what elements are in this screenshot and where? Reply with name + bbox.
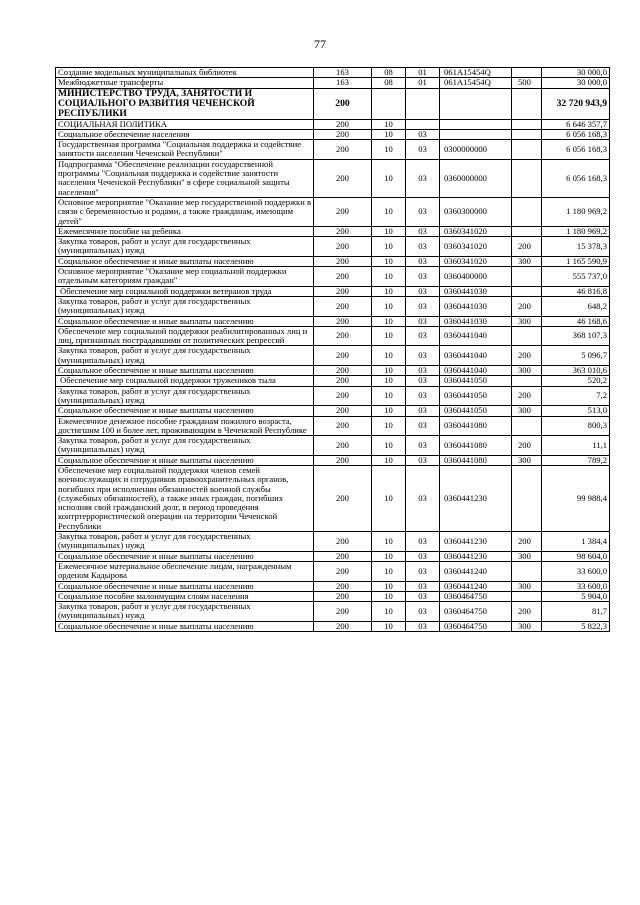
row-amount-cell: 30 000,0 bbox=[542, 78, 610, 88]
row-name-cell: Социальное обеспечение и иные выплаты населению bbox=[56, 581, 314, 591]
table-row bbox=[56, 455, 610, 465]
row-amount-cell: 33 600,0 bbox=[542, 581, 610, 591]
row-subsection-cell: 03 bbox=[406, 346, 440, 366]
row-target-article-cell: 061A15454Q bbox=[440, 68, 512, 78]
row-expense-type-cell bbox=[512, 286, 542, 296]
table-row bbox=[56, 129, 610, 139]
row-ved-cell: 200 bbox=[314, 465, 372, 531]
row-section-cell: 10 bbox=[372, 436, 406, 456]
table-row bbox=[56, 416, 610, 436]
row-ved-cell: 163 bbox=[314, 78, 372, 88]
row-target-article-cell: 0360400000 bbox=[440, 267, 512, 287]
table-row bbox=[56, 78, 610, 88]
row-subsection-cell: 03 bbox=[406, 197, 440, 226]
row-subsection-cell: 03 bbox=[406, 532, 440, 552]
row-target-article-cell bbox=[440, 119, 512, 129]
row-expense-type-cell bbox=[512, 140, 542, 160]
row-section-cell: 10 bbox=[372, 267, 406, 287]
row-expense-type-cell: 300 bbox=[512, 455, 542, 465]
row-amount-cell: 33 600,0 bbox=[542, 561, 610, 581]
row-expense-type-cell bbox=[512, 159, 542, 197]
row-ved-cell: 200 bbox=[314, 119, 372, 129]
row-section-cell: 10 bbox=[372, 346, 406, 366]
row-subsection-cell: 03 bbox=[406, 226, 440, 236]
row-expense-type-cell: 500 bbox=[512, 78, 542, 88]
row-name-cell: Ежемесячное денежное пособие гражданам пожилого возраста, достигшим 100 и более лет, проживающим в Чеченской Республике bbox=[56, 416, 314, 436]
row-amount-cell: 6 056 168,3 bbox=[542, 159, 610, 197]
row-target-article-cell bbox=[440, 129, 512, 139]
row-ved-cell: 200 bbox=[314, 237, 372, 257]
row-name-cell: МИНИСТЕРСТВО ТРУДА, ЗАНЯТОСТИ И СОЦИАЛЬНОГО РАЗВИТИЯ ЧЕЧЕНСКОЙ РЕСПУБЛИКИ bbox=[56, 88, 314, 119]
row-name-cell: Обеспечение мер социальной поддержки членов семей военнослужащих и сотрудников правоохранительных органов, погибших при исполнении обязанностей военной службы (служебных обязанностей), а также иных граждан, погибших исполняя свой гражданский долг, в период проведения контртеррористической операции на территории Чеченской Республики bbox=[56, 465, 314, 531]
row-amount-cell: 46 816,8 bbox=[542, 286, 610, 296]
row-amount-cell: 1 180 969,2 bbox=[542, 226, 610, 236]
row-target-article-cell: 0360441080 bbox=[440, 416, 512, 436]
table-row bbox=[56, 386, 610, 406]
row-section-cell: 10 bbox=[372, 256, 406, 266]
row-section-cell: 10 bbox=[372, 119, 406, 129]
row-amount-cell: 5 904,0 bbox=[542, 591, 610, 601]
row-expense-type-cell bbox=[512, 88, 542, 119]
row-section-cell: 10 bbox=[372, 316, 406, 326]
row-target-article-cell: 0360441040 bbox=[440, 326, 512, 346]
row-amount-cell: 513,0 bbox=[542, 406, 610, 416]
row-ved-cell: 200 bbox=[314, 346, 372, 366]
row-target-article-cell: 0360441240 bbox=[440, 561, 512, 581]
row-ved-cell: 200 bbox=[314, 159, 372, 197]
table-row bbox=[56, 226, 610, 236]
row-section-cell: 10 bbox=[372, 465, 406, 531]
row-name-cell: Обеспечение мер социальной поддержки реабилитированных лиц и лиц, признанных пострадавшими от политических репрессий bbox=[56, 326, 314, 346]
table-row bbox=[56, 465, 610, 531]
row-target-article-cell: 0360441240 bbox=[440, 581, 512, 591]
row-amount-cell: 99 988,4 bbox=[542, 465, 610, 531]
row-amount-cell: 6 056 168,3 bbox=[542, 140, 610, 160]
row-name-cell: Социальное обеспечение и иные выплаты населению bbox=[56, 406, 314, 416]
row-amount-cell: 7,2 bbox=[542, 386, 610, 406]
row-name-cell: Закупка товаров, работ и услуг для государственных (муниципальных) нужд bbox=[56, 532, 314, 552]
row-target-article-cell: 0360441080 bbox=[440, 455, 512, 465]
table-row bbox=[56, 346, 610, 366]
row-target-article-cell: 0360441050 bbox=[440, 406, 512, 416]
row-subsection-cell: 03 bbox=[406, 286, 440, 296]
table-row bbox=[56, 296, 610, 316]
table-row bbox=[56, 256, 610, 266]
row-section-cell: 10 bbox=[372, 140, 406, 160]
row-target-article-cell bbox=[440, 88, 512, 119]
row-ved-cell: 200 bbox=[314, 532, 372, 552]
row-expense-type-cell: 300 bbox=[512, 316, 542, 326]
row-name-cell: Социальное обеспечение и иные выплаты населению bbox=[56, 256, 314, 266]
row-section-cell: 08 bbox=[372, 78, 406, 88]
row-section-cell: 10 bbox=[372, 197, 406, 226]
table-row bbox=[56, 436, 610, 456]
row-subsection-cell: 03 bbox=[406, 591, 440, 601]
row-subsection-cell: 03 bbox=[406, 602, 440, 622]
row-target-article-cell: 0360441050 bbox=[440, 376, 512, 386]
row-ved-cell: 200 bbox=[314, 226, 372, 236]
row-expense-type-cell: 300 bbox=[512, 621, 542, 631]
table-row bbox=[56, 326, 610, 346]
row-expense-type-cell: 200 bbox=[512, 386, 542, 406]
row-name-cell: Создание модельных муниципальных библиотек bbox=[56, 68, 314, 78]
row-amount-cell: 5 822,3 bbox=[542, 621, 610, 631]
row-subsection-cell: 03 bbox=[406, 465, 440, 531]
row-name-cell: Закупка товаров, работ и услуг для государственных (муниципальных) нужд bbox=[56, 237, 314, 257]
row-expense-type-cell: 300 bbox=[512, 366, 542, 376]
row-target-article-cell: 0360441230 bbox=[440, 532, 512, 552]
row-subsection-cell: 03 bbox=[406, 406, 440, 416]
row-subsection-cell: 03 bbox=[406, 316, 440, 326]
row-ved-cell: 200 bbox=[314, 256, 372, 266]
row-expense-type-cell bbox=[512, 376, 542, 386]
row-name-cell: Закупка товаров, работ и услуг для государственных (муниципальных) нужд bbox=[56, 436, 314, 456]
row-ved-cell: 200 bbox=[314, 197, 372, 226]
table-row bbox=[56, 551, 610, 561]
row-amount-cell: 6 646 357,7 bbox=[542, 119, 610, 129]
row-ved-cell: 200 bbox=[314, 591, 372, 601]
row-section-cell: 08 bbox=[372, 68, 406, 78]
table-row bbox=[56, 88, 610, 119]
row-ved-cell: 200 bbox=[314, 602, 372, 622]
page-number: 77 bbox=[314, 37, 326, 51]
row-name-cell: Ежемесячное пособие на ребенка bbox=[56, 226, 314, 236]
table-row bbox=[56, 140, 610, 160]
row-section-cell: 10 bbox=[372, 129, 406, 139]
row-expense-type-cell: 200 bbox=[512, 296, 542, 316]
row-name-cell: Социальное обеспечение и иные выплаты населению bbox=[56, 366, 314, 376]
row-expense-type-cell bbox=[512, 416, 542, 436]
row-subsection-cell: 03 bbox=[406, 551, 440, 561]
row-subsection-cell: 03 bbox=[406, 581, 440, 591]
row-subsection-cell: 03 bbox=[406, 256, 440, 266]
row-ved-cell: 200 bbox=[314, 406, 372, 416]
row-subsection-cell: 03 bbox=[406, 129, 440, 139]
table-row bbox=[56, 621, 610, 631]
row-amount-cell: 11,1 bbox=[542, 436, 610, 456]
table-row bbox=[56, 68, 610, 78]
row-ved-cell: 200 bbox=[314, 561, 372, 581]
row-expense-type-cell: 200 bbox=[512, 346, 542, 366]
row-expense-type-cell: 200 bbox=[512, 436, 542, 456]
table-row bbox=[56, 532, 610, 552]
row-section-cell: 10 bbox=[372, 602, 406, 622]
row-name-cell: Закупка товаров, работ и услуг для государственных (муниципальных) нужд bbox=[56, 296, 314, 316]
row-target-article-cell: 0360441230 bbox=[440, 551, 512, 561]
row-expense-type-cell bbox=[512, 226, 542, 236]
row-ved-cell: 200 bbox=[314, 366, 372, 376]
row-name-cell: Государственная программа "Социальная поддержка и содействие занятости населения Чеченской Республики" bbox=[56, 140, 314, 160]
row-section-cell: 10 bbox=[372, 376, 406, 386]
row-subsection-cell: 03 bbox=[406, 561, 440, 581]
table-row bbox=[56, 561, 610, 581]
row-subsection-cell: 03 bbox=[406, 436, 440, 456]
row-expense-type-cell bbox=[512, 119, 542, 129]
row-subsection-cell bbox=[406, 119, 440, 129]
row-expense-type-cell bbox=[512, 68, 542, 78]
row-target-article-cell: 0360300000 bbox=[440, 197, 512, 226]
row-section-cell: 10 bbox=[372, 366, 406, 376]
row-section-cell bbox=[372, 88, 406, 119]
row-name-cell: Ежемесячное материальное обеспечение лицам, награжденным орденом Кадырова bbox=[56, 561, 314, 581]
row-name-cell: Социальное обеспечение и иные выплаты населению bbox=[56, 551, 314, 561]
row-target-article-cell: 0360341020 bbox=[440, 256, 512, 266]
row-ved-cell: 200 bbox=[314, 140, 372, 160]
row-amount-cell: 1 165 590,9 bbox=[542, 256, 610, 266]
row-subsection-cell: 03 bbox=[406, 386, 440, 406]
row-subsection-cell: 01 bbox=[406, 68, 440, 78]
row-target-article-cell: 0360441230 bbox=[440, 465, 512, 531]
row-ved-cell: 200 bbox=[314, 416, 372, 436]
table-row bbox=[56, 591, 610, 601]
row-target-article-cell: 0360441080 bbox=[440, 436, 512, 456]
row-amount-cell: 5 096,7 bbox=[542, 346, 610, 366]
row-section-cell: 10 bbox=[372, 386, 406, 406]
row-subsection-cell: 03 bbox=[406, 326, 440, 346]
table-row bbox=[56, 267, 610, 287]
row-name-cell: Социальное обеспечение и иные выплаты населению bbox=[56, 455, 314, 465]
table-row bbox=[56, 159, 610, 197]
row-amount-cell: 15 378,3 bbox=[542, 237, 610, 257]
row-name-cell: Межбюджетные трансферты bbox=[56, 78, 314, 88]
row-name-cell: СОЦИАЛЬНАЯ ПОЛИТИКА bbox=[56, 119, 314, 129]
row-amount-cell: 32 720 943,9 bbox=[542, 88, 610, 119]
row-target-article-cell: 0360441030 bbox=[440, 316, 512, 326]
table-row bbox=[56, 602, 610, 622]
row-target-article-cell: 0360441040 bbox=[440, 366, 512, 376]
row-target-article-cell: 0360464750 bbox=[440, 621, 512, 631]
row-subsection-cell: 03 bbox=[406, 159, 440, 197]
row-amount-cell: 6 056 168,3 bbox=[542, 129, 610, 139]
row-expense-type-cell: 200 bbox=[512, 532, 542, 552]
row-amount-cell: 368 107,3 bbox=[542, 326, 610, 346]
row-amount-cell: 1 384,4 bbox=[542, 532, 610, 552]
row-ved-cell: 200 bbox=[314, 296, 372, 316]
row-ved-cell: 200 bbox=[314, 455, 372, 465]
budget-table-body bbox=[56, 68, 610, 632]
row-name-cell: Обеспечение мер социальной поддержки ветеранов труда bbox=[56, 286, 314, 296]
row-ved-cell: 163 bbox=[314, 68, 372, 78]
row-target-article-cell: 0360441040 bbox=[440, 346, 512, 366]
row-ved-cell: 200 bbox=[314, 267, 372, 287]
row-subsection-cell: 03 bbox=[406, 376, 440, 386]
table-row bbox=[56, 197, 610, 226]
row-name-cell: Закупка товаров, работ и услуг для государственных (муниципальных) нужд bbox=[56, 386, 314, 406]
row-section-cell: 10 bbox=[372, 226, 406, 236]
row-amount-cell: 648,2 bbox=[542, 296, 610, 316]
row-subsection-cell bbox=[406, 88, 440, 119]
row-ved-cell: 200 bbox=[314, 286, 372, 296]
row-target-article-cell: 0360464750 bbox=[440, 591, 512, 601]
row-section-cell: 10 bbox=[372, 581, 406, 591]
row-target-article-cell: 0360341020 bbox=[440, 237, 512, 257]
row-amount-cell: 800,3 bbox=[542, 416, 610, 436]
row-name-cell: Закупка товаров, работ и услуг для государственных (муниципальных) нужд bbox=[56, 602, 314, 622]
row-section-cell: 10 bbox=[372, 455, 406, 465]
row-name-cell: Социальное обеспечение и иные выплаты населению bbox=[56, 621, 314, 631]
row-name-cell: Подпрограмма "Обеспечение реализации государственной программы "Социальная поддержка и содействие занятости населения Чеченской Республики" в сфере социальной защиты населения" bbox=[56, 159, 314, 197]
row-target-article-cell: 0360464750 bbox=[440, 602, 512, 622]
row-name-cell: Основное мероприятие "Оказание мер социальной поддержки отдельным категориям граждан" bbox=[56, 267, 314, 287]
row-ved-cell: 200 bbox=[314, 88, 372, 119]
row-expense-type-cell bbox=[512, 561, 542, 581]
row-amount-cell: 1 180 969,2 bbox=[542, 197, 610, 226]
row-subsection-cell: 03 bbox=[406, 140, 440, 160]
row-target-article-cell: 0360441030 bbox=[440, 296, 512, 316]
row-target-article-cell: 0360000000 bbox=[440, 159, 512, 197]
row-section-cell: 10 bbox=[372, 159, 406, 197]
row-subsection-cell: 03 bbox=[406, 455, 440, 465]
row-subsection-cell: 03 bbox=[406, 621, 440, 631]
table-row bbox=[56, 316, 610, 326]
row-expense-type-cell: 300 bbox=[512, 581, 542, 591]
table-row bbox=[56, 376, 610, 386]
row-subsection-cell: 03 bbox=[406, 267, 440, 287]
table-row bbox=[56, 119, 610, 129]
row-expense-type-cell bbox=[512, 591, 542, 601]
row-ved-cell: 200 bbox=[314, 551, 372, 561]
row-target-article-cell: 0360441050 bbox=[440, 386, 512, 406]
row-section-cell: 10 bbox=[372, 532, 406, 552]
row-section-cell: 10 bbox=[372, 551, 406, 561]
row-expense-type-cell: 300 bbox=[512, 551, 542, 561]
row-ved-cell: 200 bbox=[314, 581, 372, 591]
row-name-cell: Социальное обеспечение населения bbox=[56, 129, 314, 139]
row-amount-cell: 363 010,6 bbox=[542, 366, 610, 376]
row-target-article-cell: 0360341020 bbox=[440, 226, 512, 236]
row-amount-cell: 46 168,6 bbox=[542, 316, 610, 326]
row-section-cell: 10 bbox=[372, 296, 406, 316]
row-expense-type-cell: 200 bbox=[512, 602, 542, 622]
table-row bbox=[56, 406, 610, 416]
table-row bbox=[56, 286, 610, 296]
row-subsection-cell: 03 bbox=[406, 366, 440, 376]
row-section-cell: 10 bbox=[372, 237, 406, 257]
row-name-cell: Социальное обеспечение и иные выплаты населению bbox=[56, 316, 314, 326]
row-amount-cell: 81,7 bbox=[542, 602, 610, 622]
row-ved-cell: 200 bbox=[314, 376, 372, 386]
row-section-cell: 10 bbox=[372, 561, 406, 581]
row-subsection-cell: 03 bbox=[406, 237, 440, 257]
row-expense-type-cell bbox=[512, 197, 542, 226]
row-target-article-cell: 0300000000 bbox=[440, 140, 512, 160]
row-section-cell: 10 bbox=[372, 621, 406, 631]
row-amount-cell: 555 737,0 bbox=[542, 267, 610, 287]
row-subsection-cell: 01 bbox=[406, 78, 440, 88]
row-expense-type-cell bbox=[512, 267, 542, 287]
row-expense-type-cell bbox=[512, 129, 542, 139]
row-name-cell: Основное мероприятие "Оказание мер государственной поддержки в связи с беременностью и родами, а также гражданам, имеющим детей" bbox=[56, 197, 314, 226]
row-amount-cell: 98 604,0 bbox=[542, 551, 610, 561]
row-subsection-cell: 03 bbox=[406, 296, 440, 316]
row-name-cell: Социальное пособие малоимущим слоям населения bbox=[56, 591, 314, 601]
table-row bbox=[56, 366, 610, 376]
row-amount-cell: 30 000,0 bbox=[542, 68, 610, 78]
row-amount-cell: 520,2 bbox=[542, 376, 610, 386]
row-ved-cell: 200 bbox=[314, 326, 372, 346]
table-row bbox=[56, 237, 610, 257]
row-ved-cell: 200 bbox=[314, 621, 372, 631]
row-ved-cell: 200 bbox=[314, 316, 372, 326]
row-expense-type-cell: 300 bbox=[512, 256, 542, 266]
row-ved-cell: 200 bbox=[314, 386, 372, 406]
row-section-cell: 10 bbox=[372, 286, 406, 296]
budget-table bbox=[55, 67, 610, 632]
row-ved-cell: 200 bbox=[314, 436, 372, 456]
row-name-cell: Закупка товаров, работ и услуг для государственных (муниципальных) нужд bbox=[56, 346, 314, 366]
row-section-cell: 10 bbox=[372, 416, 406, 436]
row-amount-cell: 789,2 bbox=[542, 455, 610, 465]
row-expense-type-cell bbox=[512, 326, 542, 346]
row-subsection-cell: 03 bbox=[406, 416, 440, 436]
row-target-article-cell: 061A15454Q bbox=[440, 78, 512, 88]
row-target-article-cell: 0360441030 bbox=[440, 286, 512, 296]
row-expense-type-cell: 300 bbox=[512, 406, 542, 416]
row-name-cell: Обеспечение мер социальной поддержки тружеников тыла bbox=[56, 376, 314, 386]
row-section-cell: 10 bbox=[372, 326, 406, 346]
row-expense-type-cell: 200 bbox=[512, 237, 542, 257]
row-expense-type-cell bbox=[512, 465, 542, 531]
row-ved-cell: 200 bbox=[314, 129, 372, 139]
table-row bbox=[56, 581, 610, 591]
row-section-cell: 10 bbox=[372, 591, 406, 601]
row-section-cell: 10 bbox=[372, 406, 406, 416]
